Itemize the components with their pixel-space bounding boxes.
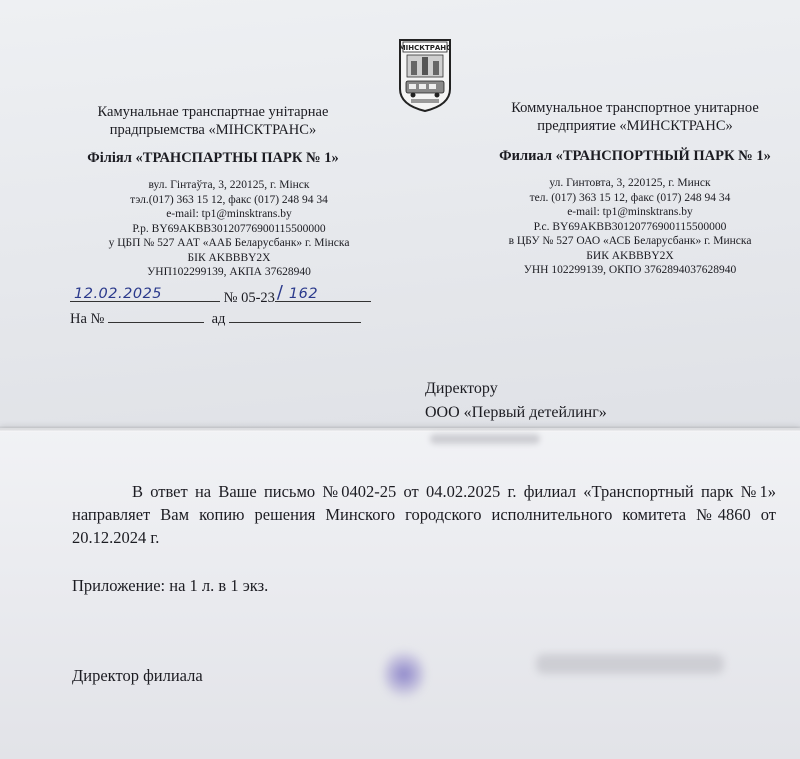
registration-number-prefix: № 05-23: [223, 290, 275, 306]
handwritten-date: 12.02.2025: [74, 286, 163, 302]
header-left-bank: у ЦБП № 527 ААТ «ААБ Беларусбанк» г. Мінска: [108, 237, 350, 249]
reply-reference-line: [70, 307, 361, 328]
minsktrans-coat-of-arms-icon: [397, 37, 453, 113]
header-right-org-line: Коммунальное транспортное унитарное: [511, 100, 759, 116]
header-left-org-line: прадпрыемства «МІНСКТРАНС»: [109, 122, 317, 138]
redacted-signer-name: [536, 654, 724, 674]
header-left-requisites: [74, 178, 384, 280]
header-right-phone: тел. (017) 363 15 12, факс (017) 248 94 34: [529, 191, 731, 204]
addressee-position: Директору: [425, 380, 498, 397]
header-right-bic: БИК AKBBBY2X: [586, 249, 674, 262]
handwritten-slash: /: [276, 282, 283, 303]
emblem-label: МІНСКТРАНС: [398, 44, 452, 52]
handwritten-number: 162: [288, 286, 319, 302]
header-right-unn: УНН 102299139, ОКПО 3762894037628940: [523, 264, 737, 276]
reply-from-label: ад: [211, 311, 226, 327]
header-left-unp: УНП102299139, АКПА 37628940: [147, 266, 311, 278]
registration-date-field: [70, 286, 220, 302]
header-left-branch-name: [58, 149, 368, 167]
header-right-org-line: предприятие «МИНСКТРАНС»: [537, 118, 733, 134]
header-left-address: вул. Гінтаўта, 3, 220125, г. Мінск: [148, 179, 310, 191]
header-left-bic: БІК AKBBBY2X: [187, 251, 271, 264]
header-right-requisites: [480, 176, 780, 278]
header-right-branch-text: Филиал «ТРАНСПОРТНЫЙ ПАРК № 1»: [499, 148, 771, 164]
redacted-signature: [383, 648, 425, 700]
reply-date-field: [229, 307, 361, 323]
reply-number-field: [108, 307, 204, 323]
header-right-branch-name: [470, 147, 800, 165]
header-right-account: Р.с. BY69AKBB30120776900115500000: [533, 220, 727, 233]
signer-position: Директор филиала: [72, 666, 203, 685]
reply-number-label: На №: [70, 311, 105, 327]
paper-fold: [0, 426, 800, 432]
header-right-bank: в ЦБУ № 527 ОАО «АСБ Беларусбанк» г. Минска: [508, 235, 752, 247]
header-left-org-name: [58, 103, 368, 139]
attachment-note: Приложение: на 1 л. в 1 экз.: [72, 576, 269, 595]
header-left-org-line: Камунальнае транспартнае унітарнае: [97, 104, 329, 120]
registration-number-field: [275, 282, 371, 303]
header-right-org-name: [470, 99, 800, 135]
redacted-addressee-name: [430, 434, 540, 444]
header-left-phone: тэл.(017) 363 15 12, факс (017) 248 94 34: [130, 193, 328, 206]
header-right-address: ул. Гинтовта, 3, 220125, г. Минск: [549, 177, 711, 189]
header-left-branch-text: Філіял «ТРАНСПАРТНЫ ПАРК № 1»: [87, 150, 339, 166]
header-left-account: Р.р. BY69AKBB30120776900115500000: [132, 222, 326, 235]
addressee-company: ООО «Первый детейлинг»: [425, 404, 607, 421]
registration-date-number-line: [70, 282, 371, 307]
header-right-email: e-mail: tp1@minsktrans.by: [567, 206, 693, 218]
header-left-email: e-mail: tp1@minsktrans.by: [166, 208, 292, 220]
letter-body-paragraph: В ответ на Ваше письмо №0402-25 от 04.02.2025 г. филиал «Транспортный парк №1» направляет Вам копию решения Минского городского исполнительного комитета №4860 от 20.12.2024 г.: [72, 482, 776, 547]
